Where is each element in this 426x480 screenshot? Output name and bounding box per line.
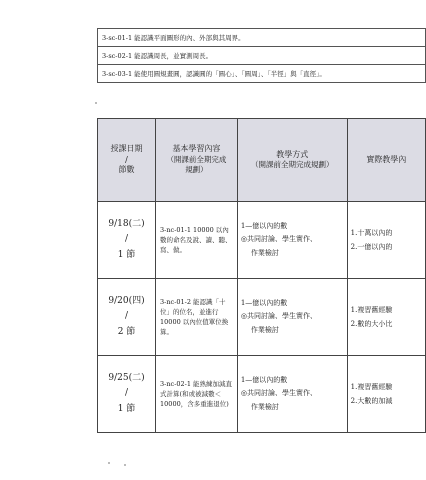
method-line: 作業檢討 xyxy=(250,402,279,411)
date-slash: / xyxy=(124,234,129,245)
header-date xyxy=(98,119,156,202)
row-content: 3-nc-01-1 10000 以內數的命名及說、讀、聽、寫、做。 xyxy=(156,202,238,279)
objectives-table xyxy=(97,28,426,83)
method-line: 1—億以內的數 xyxy=(240,376,288,385)
row-method xyxy=(237,356,347,433)
row-content: 3-nc-02-1 能熟練加減直式計算(和或被減數＜10000，含多重進退位) xyxy=(156,356,238,433)
header-date-sessions: 節數 xyxy=(118,165,135,175)
actual-line: 2.一億以內的 xyxy=(350,243,393,251)
schedule-table xyxy=(97,118,426,433)
table-row xyxy=(98,202,426,279)
row-actual xyxy=(347,279,425,356)
table-row xyxy=(98,279,426,356)
row-actual xyxy=(347,202,425,279)
header-method xyxy=(237,119,347,202)
header-actual-title: 實際教學內 xyxy=(366,154,407,164)
header-content xyxy=(156,119,238,202)
actual-line: 1.複習舊經驗 xyxy=(350,383,393,391)
objective-line: 3-sc-01-1 能認識平面圖形的內、外部與其周界。 xyxy=(98,29,426,47)
row-date xyxy=(98,202,156,279)
method-line: 1—億以內的數 xyxy=(240,299,288,308)
table-row xyxy=(98,356,426,433)
date-slash: / xyxy=(124,388,129,399)
sessions-text: 1 節 xyxy=(117,249,136,260)
row-date xyxy=(98,356,156,433)
header-date-title: 授課日期 xyxy=(110,143,143,153)
method-line: ◎共同討論、學生實作、 xyxy=(240,312,317,321)
sessions-text: 2 節 xyxy=(117,326,136,337)
actual-line: 1.複習舊經驗 xyxy=(350,306,393,314)
objective-line: 3-sc-03-1 能使用圓規畫圓，認識圓的「圓心」、「圓周」、「半徑」與「直徑」。 xyxy=(98,65,426,83)
scan-speck xyxy=(108,462,110,464)
row-actual xyxy=(347,356,425,433)
actual-line: 1.十萬以內的 xyxy=(350,229,393,237)
header-date-slash: / xyxy=(125,154,128,164)
date-slash: / xyxy=(124,311,129,322)
method-line: 作業檢討 xyxy=(250,248,279,257)
row-method xyxy=(237,202,347,279)
header-content-sub2: 規劃） xyxy=(185,165,208,175)
sessions-text: 1 節 xyxy=(117,403,136,414)
date-text: 9/18(二) xyxy=(108,219,145,230)
actual-line: 2.數的大小比 xyxy=(350,320,393,328)
objective-line: 3-sc-02-1 能認識周長，並實測周長。 xyxy=(98,47,426,65)
header-content-sub1: （開課前全期完成 xyxy=(166,155,227,165)
method-line: 1—億以內的數 xyxy=(240,222,288,231)
header-content-title: 基本學習內容 xyxy=(172,144,221,154)
header-method-sub: （開課前全期完成規劃） xyxy=(250,160,334,170)
header-actual xyxy=(347,119,425,202)
date-text: 9/25(二) xyxy=(108,373,145,384)
method-line: ◎共同討論、學生實作、 xyxy=(240,235,317,244)
row-date xyxy=(98,279,156,356)
method-line: 作業檢討 xyxy=(250,325,279,334)
scan-speck xyxy=(95,102,97,104)
method-line: ◎共同討論、學生實作、 xyxy=(240,389,317,398)
scan-speck xyxy=(124,464,126,466)
actual-line: 2.大數的加減 xyxy=(350,397,393,405)
row-method xyxy=(237,279,347,356)
date-text: 9/20(四) xyxy=(108,296,145,307)
header-method-title: 教學方式 xyxy=(276,149,309,159)
row-content: 3-nc-01-2 能認識「十位」的位名，並進行10000 以內位值單位換算。 xyxy=(156,279,238,356)
